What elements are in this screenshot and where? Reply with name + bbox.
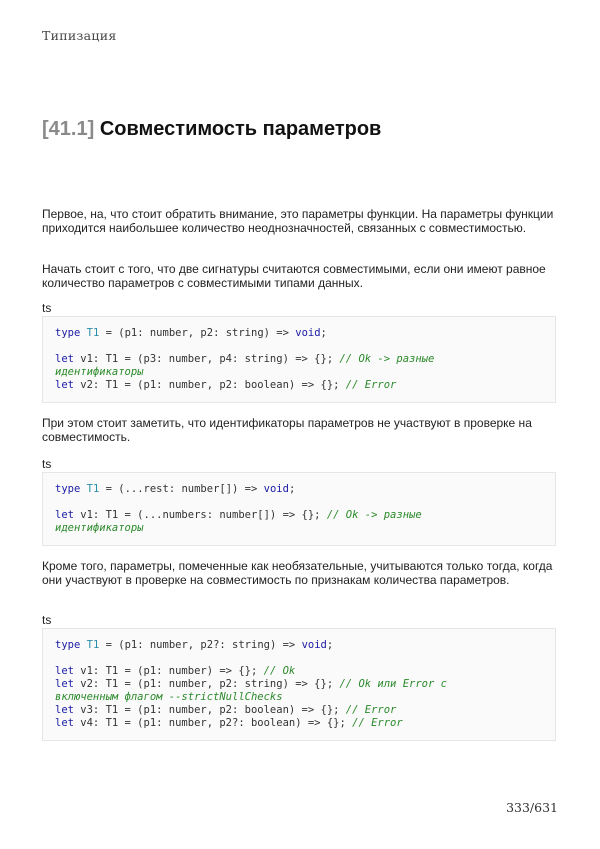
code-keyword: let	[55, 717, 74, 729]
code-line	[55, 522, 543, 535]
code-keyword: let	[55, 353, 74, 365]
code-token: v1: T1 = (p1: number) => {};	[73, 665, 264, 677]
code-line	[55, 353, 543, 366]
code-line	[55, 691, 543, 704]
code-comment: идентификаторы	[55, 522, 144, 534]
code-keyword: type	[55, 483, 81, 495]
code-keyword: type	[55, 639, 81, 651]
code-line	[55, 496, 543, 509]
code-token: = (p1: number, p2?: string) =>	[99, 639, 302, 651]
page-number: 333/631	[506, 800, 558, 815]
paragraph-2: Начать стоит с того, что две сигнатуры считаются совместимыми, если они имеют равное количество параметров с совместимыми типами данных.	[42, 262, 546, 290]
code-line	[55, 483, 543, 496]
code-line	[55, 340, 543, 353]
code-comment: // Ok	[263, 665, 296, 677]
code-comment: включенным флагом --strictNullChecks	[55, 691, 283, 703]
code-comment: // Ok -> разные	[339, 353, 435, 365]
code-token: v2: T1 = (p1: number, p2: string) => {};	[73, 678, 340, 690]
code-lang-label: ts	[42, 457, 52, 471]
code-type: T1	[86, 483, 100, 495]
section-title-text: Совместимость параметров	[99, 118, 382, 140]
code-token: = (p1: number, p2: string) =>	[99, 327, 296, 339]
paragraph-4: Кроме того, параметры, помеченные как необязательные, учитываются только тогда, когда они участвуют в проверке на совместимость по признакам количества параметров.	[42, 559, 553, 587]
code-keyword: void	[295, 327, 321, 339]
code-comment: // Error	[352, 717, 403, 729]
code-comment: идентификаторы	[55, 366, 144, 378]
code-block	[42, 628, 556, 741]
code-comment: // Error	[345, 379, 397, 391]
code-token: ;	[288, 483, 296, 495]
code-token: ;	[326, 639, 334, 651]
code-lang-label: ts	[42, 613, 52, 627]
code-comment: // Error	[345, 704, 397, 716]
code-line	[55, 509, 543, 522]
code-token: v1: T1 = (...numbers: number[]) => {};	[73, 509, 327, 521]
code-keyword: void	[301, 639, 327, 651]
code-line	[55, 652, 543, 665]
code-block	[42, 472, 556, 546]
code-keyword: let	[55, 509, 74, 521]
code-line	[55, 704, 543, 717]
running-header: Типизация	[42, 28, 117, 43]
code-token: v2: T1 = (p1: number, p2: boolean) => {};	[73, 379, 346, 391]
code-keyword: void	[263, 483, 289, 495]
code-line	[55, 717, 543, 730]
code-token: = (...rest: number[]) =>	[99, 483, 264, 495]
code-line	[55, 366, 543, 379]
code-type: T1	[86, 639, 100, 651]
section-number: [41.1]	[42, 118, 95, 140]
code-line	[55, 379, 543, 392]
code-keyword: type	[55, 327, 81, 339]
paragraph-3: При этом стоит заметить, что идентификаторы параметров не участвуют в проверке на совместимость.	[42, 416, 532, 444]
code-token: v1: T1 = (p3: number, p4: string) => {};	[73, 353, 340, 365]
code-keyword: let	[55, 704, 74, 716]
code-token: v3: T1 = (p1: number, p2: boolean) => {};	[73, 704, 346, 716]
code-line	[55, 665, 543, 678]
paragraph-1: Первое, на, что стоит обратить внимание, это параметры функции. На параметры функции приходится наибольшее количество неоднозначностей, связанных с совместимостью.	[42, 207, 554, 235]
code-keyword: let	[55, 678, 74, 690]
code-token: v4: T1 = (p1: number, p2?: boolean) => {};	[73, 717, 353, 729]
code-line	[55, 327, 543, 340]
code-block	[42, 316, 556, 403]
code-keyword: let	[55, 379, 74, 391]
code-comment: // Ok -> разные	[326, 509, 422, 521]
code-lang-label: ts	[42, 301, 52, 315]
code-keyword: let	[55, 665, 74, 677]
code-token: ;	[320, 327, 327, 339]
code-comment: // Ok или Error с	[339, 678, 447, 690]
code-line	[55, 639, 543, 652]
code-line	[55, 678, 543, 691]
code-type: T1	[86, 327, 100, 339]
section-title	[42, 118, 381, 141]
